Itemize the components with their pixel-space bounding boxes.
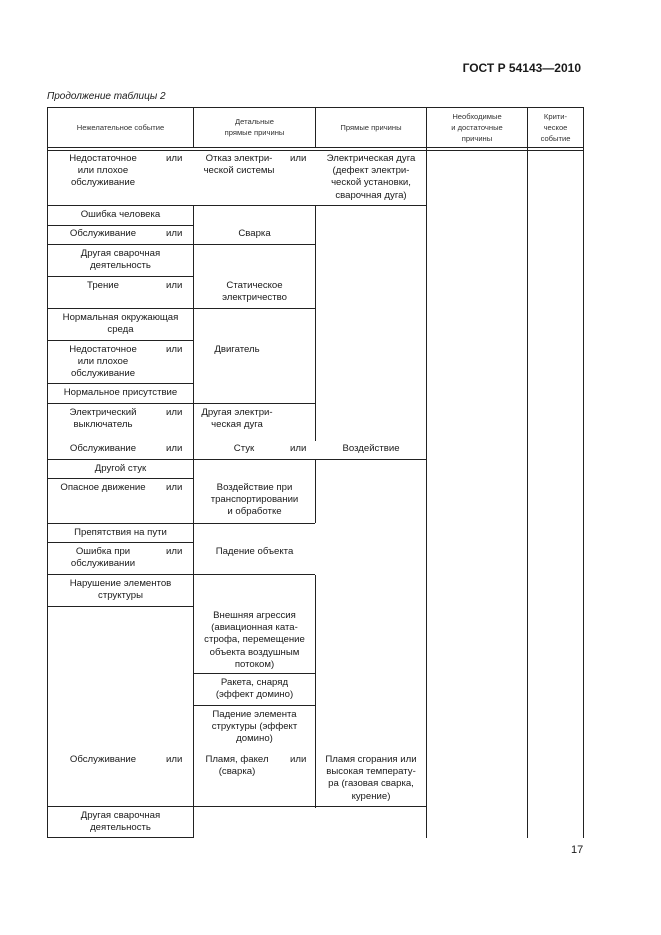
or-connector: или bbox=[166, 228, 183, 239]
direct-cause-cell: Электрическая дуга (дефект электри- ческой установки, сварочная дуга) bbox=[326, 153, 416, 201]
page-number: 17 bbox=[571, 844, 584, 856]
or-connector: или bbox=[290, 443, 307, 454]
document-header: ГОСТ Р 54143—2010 bbox=[462, 61, 581, 75]
detailed-cause-cell: Падение элемента структуры (эффект домино) bbox=[211, 709, 298, 745]
or-connector: или bbox=[166, 280, 183, 291]
detailed-cause-cell: Падение объекта bbox=[215, 546, 294, 557]
or-connector: или bbox=[166, 443, 183, 454]
undesired-event-cell: Ошибка при обслуживании bbox=[70, 546, 136, 570]
or-connector: или bbox=[166, 344, 183, 355]
detailed-cause-cell: Статическое электричество bbox=[222, 280, 287, 304]
table-caption: Продолжение таблицы 2 bbox=[47, 91, 166, 102]
header-undesired-event: Нежелательное событие bbox=[76, 123, 165, 132]
detailed-cause-cell: Другая электри- ческая дуга bbox=[201, 407, 273, 431]
detailed-cause-cell: Сварка bbox=[238, 228, 271, 239]
undesired-event-cell: Обслуживание bbox=[69, 228, 137, 239]
or-connector: или bbox=[166, 754, 183, 765]
detailed-cause-cell: Ракета, снаряд (эффект домино) bbox=[215, 677, 294, 701]
detailed-cause-cell: Пламя, факел (сварка) bbox=[205, 754, 269, 778]
undesired-event-cell: Нормальное присутствие bbox=[63, 387, 178, 398]
detailed-cause-cell: Воздействие при транспортировании и обработке bbox=[210, 482, 299, 518]
header-direct-causes: Прямые причины bbox=[340, 123, 402, 132]
header-critical-event: Крити- ческое событие bbox=[540, 112, 571, 143]
undesired-event-cell: Обслуживание bbox=[69, 443, 137, 454]
undesired-event-cell: Электрический выключатель bbox=[69, 407, 137, 431]
undesired-event-cell: Опасное движение bbox=[60, 482, 146, 493]
or-connector: или bbox=[166, 546, 183, 557]
undesired-event-cell: Обслуживание bbox=[69, 754, 137, 765]
or-connector: или bbox=[290, 153, 307, 164]
undesired-event-cell: Недостаточное или плохое обслуживание bbox=[69, 344, 137, 380]
direct-cause-cell: Воздействие bbox=[342, 443, 400, 454]
undesired-event-cell: Препятствия на пути bbox=[74, 527, 167, 538]
undesired-event-cell: Другая сварочная деятельность bbox=[80, 810, 161, 834]
detailed-cause-cell: Стук bbox=[233, 443, 255, 454]
undesired-event-cell: Нормальная окружающая среда bbox=[62, 312, 179, 336]
header-detailed-direct-causes: Детальные прямые причины bbox=[224, 117, 285, 137]
detailed-cause-cell: Внешняя агрессия (авиационная ката- строфа, перемещение объекта воздушным потоком) bbox=[204, 610, 305, 670]
undesired-event-cell: Нарушение элементов структуры bbox=[69, 578, 172, 602]
or-connector: или bbox=[166, 407, 183, 418]
or-connector: или bbox=[290, 754, 307, 765]
undesired-event-cell: Ошибка человека bbox=[80, 209, 161, 220]
undesired-event-cell: Трение bbox=[87, 280, 119, 291]
detailed-cause-cell: Двигатель bbox=[214, 344, 260, 355]
direct-cause-cell: Пламя сгорания или высокая температу- ра (газовая сварка, курение) bbox=[325, 754, 417, 802]
undesired-event-cell: Другой стук bbox=[94, 463, 147, 474]
header-necessary-sufficient-causes: Необходимые и достаточные причины bbox=[451, 112, 503, 143]
undesired-event-cell: Другая сварочная деятельность bbox=[80, 248, 161, 272]
or-connector: или bbox=[166, 153, 183, 164]
undesired-event-cell: Недостаточное или плохое обслуживание bbox=[69, 153, 137, 189]
or-connector: или bbox=[166, 482, 183, 493]
detailed-cause-cell: Отказ электри- ческой системы bbox=[203, 153, 275, 177]
